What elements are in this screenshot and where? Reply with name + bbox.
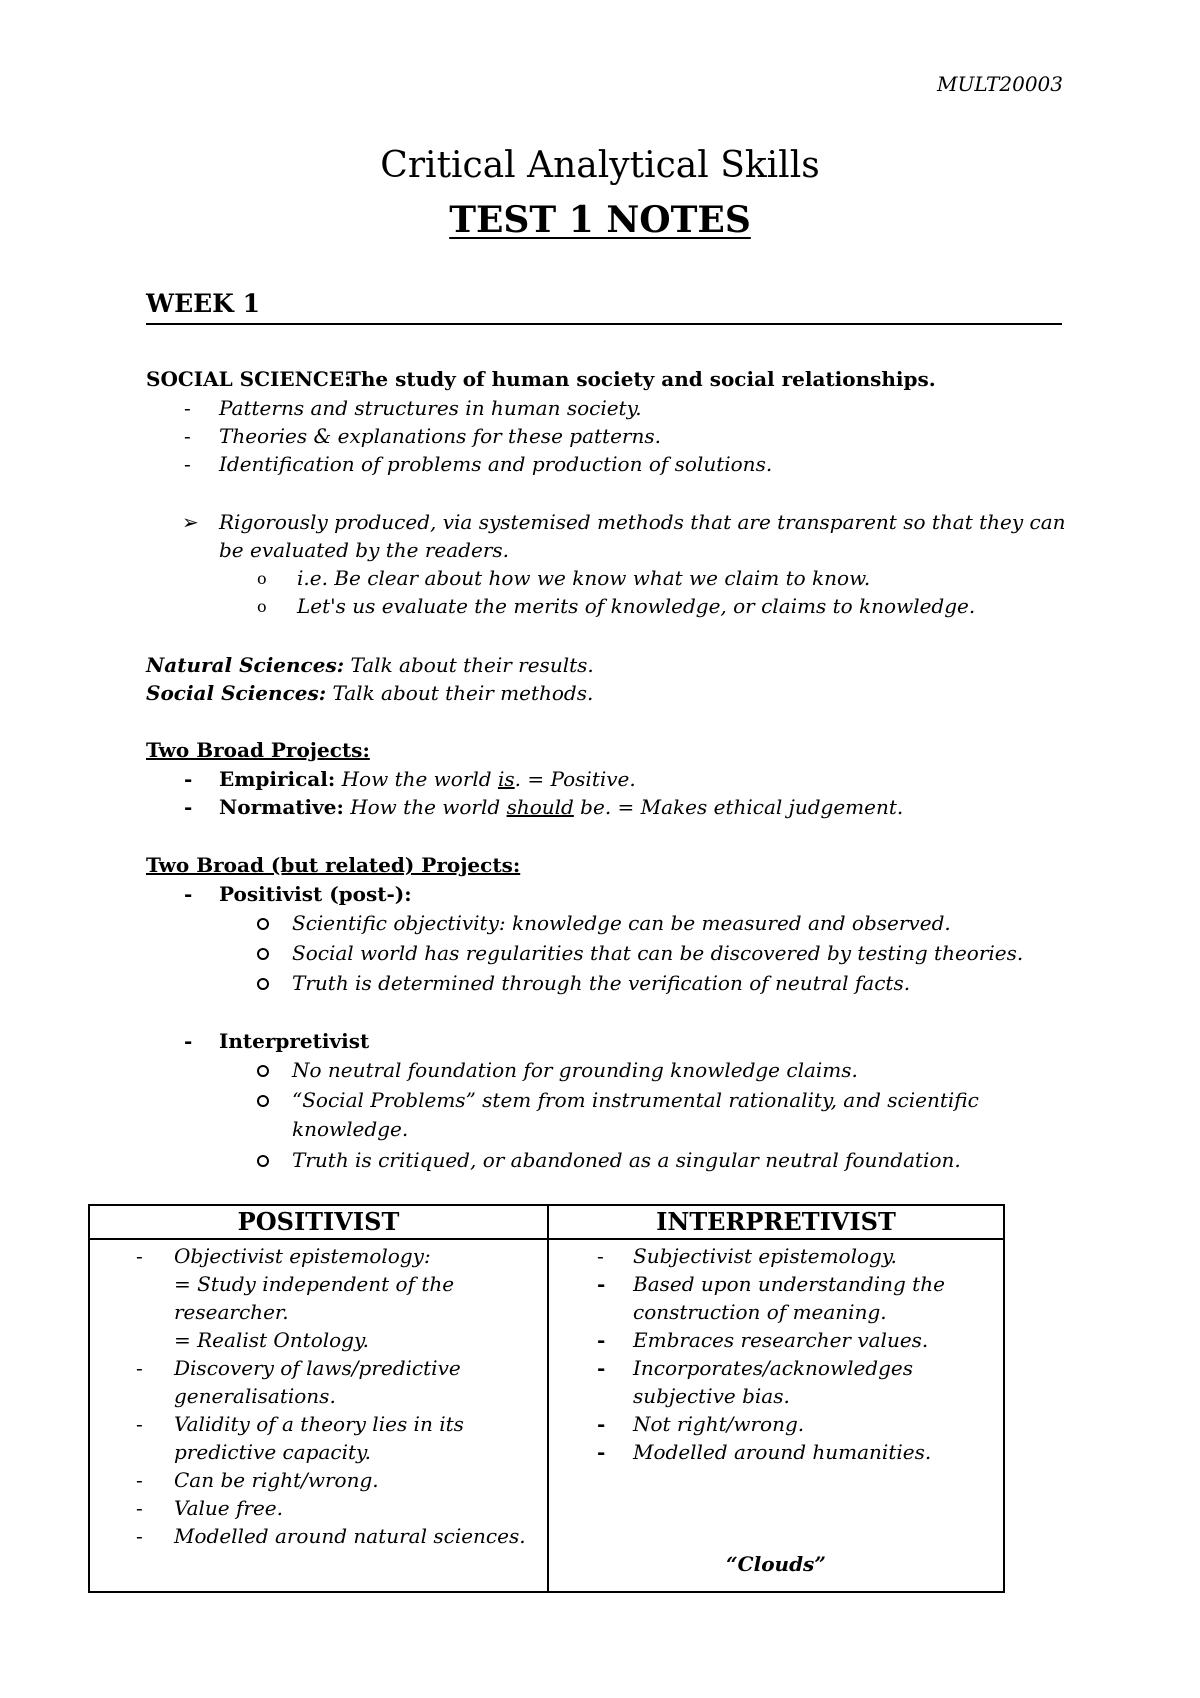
interpretivist-point: Truth is critiqued, or abandoned as a singular neutral foundation. bbox=[292, 1148, 961, 1172]
normative-emph: should bbox=[506, 795, 574, 819]
positivist-line: = Realist Ontology. bbox=[174, 1328, 369, 1352]
positivist-line: predictive capacity. bbox=[174, 1440, 372, 1464]
page-subtitle: TEST 1 NOTES bbox=[449, 199, 751, 241]
positivist-line: Discovery of laws/predictive bbox=[174, 1356, 461, 1380]
bullet-item: Theories & explanations for these patterns. bbox=[219, 424, 661, 448]
interpretivist-cell bbox=[548, 1239, 1004, 1592]
circle-bullet-icon bbox=[257, 1065, 269, 1077]
positivist-label: Positivist (post-): bbox=[219, 882, 412, 906]
empirical-label: Empirical: bbox=[219, 767, 336, 791]
positivist-point: Truth is determined through the verification of neutral facts. bbox=[292, 971, 911, 995]
projects-heading: Two Broad Projects: bbox=[146, 738, 370, 762]
interpretivist-label: Interpretivist bbox=[219, 1029, 370, 1053]
dash-bullet: - bbox=[597, 1412, 606, 1436]
social-sciences-label: Social Sciences: bbox=[146, 681, 327, 705]
arrow-text-line: Rigorously produced, via systemised methods that are transparent so that they can bbox=[219, 510, 1066, 534]
empirical-post: . = Positive. bbox=[514, 767, 636, 791]
positivist-cell bbox=[89, 1239, 548, 1592]
interpretivist-line: Modelled around humanities. bbox=[633, 1440, 932, 1464]
positivist-line: Validity of a theory lies in its bbox=[174, 1412, 464, 1436]
related-projects-heading: Two Broad (but related) Projects: bbox=[146, 853, 521, 877]
week-divider bbox=[146, 323, 1062, 325]
bullet-item: Patterns and structures in human society. bbox=[219, 396, 642, 420]
table-header-row bbox=[89, 1205, 1004, 1239]
normative-post: be. = Makes ethical judgement. bbox=[573, 795, 904, 819]
bullet-item: Identification of problems and production of solutions. bbox=[219, 452, 773, 476]
dash-bullet: - bbox=[184, 795, 193, 819]
circle-bullet-icon bbox=[257, 1095, 269, 1107]
dash-bullet: - bbox=[136, 1496, 143, 1520]
arrow-bullet-icon: ➢ bbox=[182, 510, 199, 534]
empirical-emph: is bbox=[497, 767, 515, 791]
dash-bullet: - bbox=[597, 1440, 606, 1464]
positivist-line: Can be right/wrong. bbox=[174, 1468, 379, 1492]
normative-item bbox=[219, 795, 903, 819]
circle-bullet-icon bbox=[257, 918, 269, 930]
positivist-line: Objectivist epistemology: bbox=[174, 1244, 431, 1268]
interpretivist-line: Based upon understanding the bbox=[633, 1272, 945, 1296]
dash-bullet: - bbox=[597, 1272, 606, 1296]
positivist-point: Social world has regularities that can be discovered by testing theories. bbox=[292, 941, 1024, 965]
empirical-item bbox=[219, 767, 636, 791]
social-science-label: SOCIAL SCIENCE: bbox=[146, 367, 352, 391]
normative-label: Normative: bbox=[219, 795, 344, 819]
sub-bullet-item: i.e. Be clear about how we know what we claim to know. bbox=[297, 566, 871, 590]
natural-sciences-label: Natural Sciences: bbox=[146, 653, 345, 677]
course-code: MULT20003 bbox=[937, 72, 1063, 96]
interpretivist-line: construction of meaning. bbox=[633, 1300, 887, 1324]
natural-sciences-text: Talk about their results. bbox=[350, 653, 594, 677]
dash-bullet: - bbox=[184, 396, 191, 420]
dash-bullet: - bbox=[184, 767, 193, 791]
interpretivist-point-cont: knowledge. bbox=[292, 1117, 409, 1141]
table-header-positivist: POSITIVIST bbox=[89, 1205, 548, 1239]
interpretivist-line: Embraces researcher values. bbox=[633, 1328, 929, 1352]
dash-bullet: - bbox=[597, 1244, 604, 1268]
empirical-pre: How the world bbox=[341, 767, 498, 791]
dash-bullet: - bbox=[136, 1412, 143, 1436]
positivist-line: researcher. bbox=[174, 1300, 289, 1324]
positivist-line: = Study independent of the bbox=[174, 1272, 455, 1296]
arrow-text-line: be evaluated by the readers. bbox=[219, 538, 509, 562]
dash-bullet: - bbox=[136, 1468, 143, 1492]
positivist-line: generalisations. bbox=[174, 1384, 336, 1408]
positivist-line: Modelled around natural sciences. bbox=[174, 1524, 526, 1548]
circle-bullet-icon: o bbox=[257, 597, 267, 616]
interpretivist-point: No neutral foundation for grounding knowledge claims. bbox=[292, 1058, 858, 1082]
dash-bullet: - bbox=[597, 1328, 606, 1352]
interpretivist-line: subjective bias. bbox=[633, 1384, 790, 1408]
dash-bullet: - bbox=[184, 1029, 193, 1053]
circle-bullet-icon: o bbox=[257, 569, 267, 588]
dash-bullet: - bbox=[136, 1356, 143, 1380]
dash-bullet: - bbox=[184, 882, 193, 906]
circle-bullet-icon bbox=[257, 948, 269, 960]
dash-bullet: - bbox=[597, 1356, 606, 1380]
page-title: Critical Analytical Skills bbox=[380, 145, 820, 186]
dash-bullet: - bbox=[184, 424, 191, 448]
social-sciences-text: Talk about their methods. bbox=[332, 681, 594, 705]
normative-pre: How the world bbox=[350, 795, 507, 819]
week-heading: WEEK 1 bbox=[146, 289, 261, 318]
dash-bullet: - bbox=[136, 1524, 143, 1548]
natural-sciences-line bbox=[146, 653, 594, 677]
comparison-table bbox=[88, 1204, 1005, 1593]
table-row bbox=[89, 1239, 1004, 1592]
positivist-point: Scientific objectivity: knowledge can be measured and observed. bbox=[292, 911, 951, 935]
dash-bullet: - bbox=[136, 1244, 143, 1268]
social-sciences-line bbox=[146, 681, 593, 705]
circle-bullet-icon bbox=[257, 978, 269, 990]
clouds-note: “Clouds” bbox=[726, 1552, 826, 1576]
interpretivist-line: Incorporates/acknowledges bbox=[633, 1356, 914, 1380]
interpretivist-point: “Social Problems” stem from instrumental rationality, and scientific bbox=[292, 1088, 979, 1112]
positivist-line: Value free. bbox=[174, 1496, 283, 1520]
circle-bullet-icon bbox=[257, 1155, 269, 1167]
table-header-interpretivist: INTERPRETIVIST bbox=[548, 1205, 1004, 1239]
interpretivist-line: Not right/wrong. bbox=[633, 1412, 805, 1436]
social-science-definition: The study of human society and social relationships. bbox=[346, 367, 936, 391]
dash-bullet: - bbox=[184, 452, 191, 476]
sub-bullet-item: Let's us evaluate the merits of knowledge, or claims to knowledge. bbox=[297, 594, 976, 618]
interpretivist-line: Subjectivist epistemology. bbox=[633, 1244, 897, 1268]
